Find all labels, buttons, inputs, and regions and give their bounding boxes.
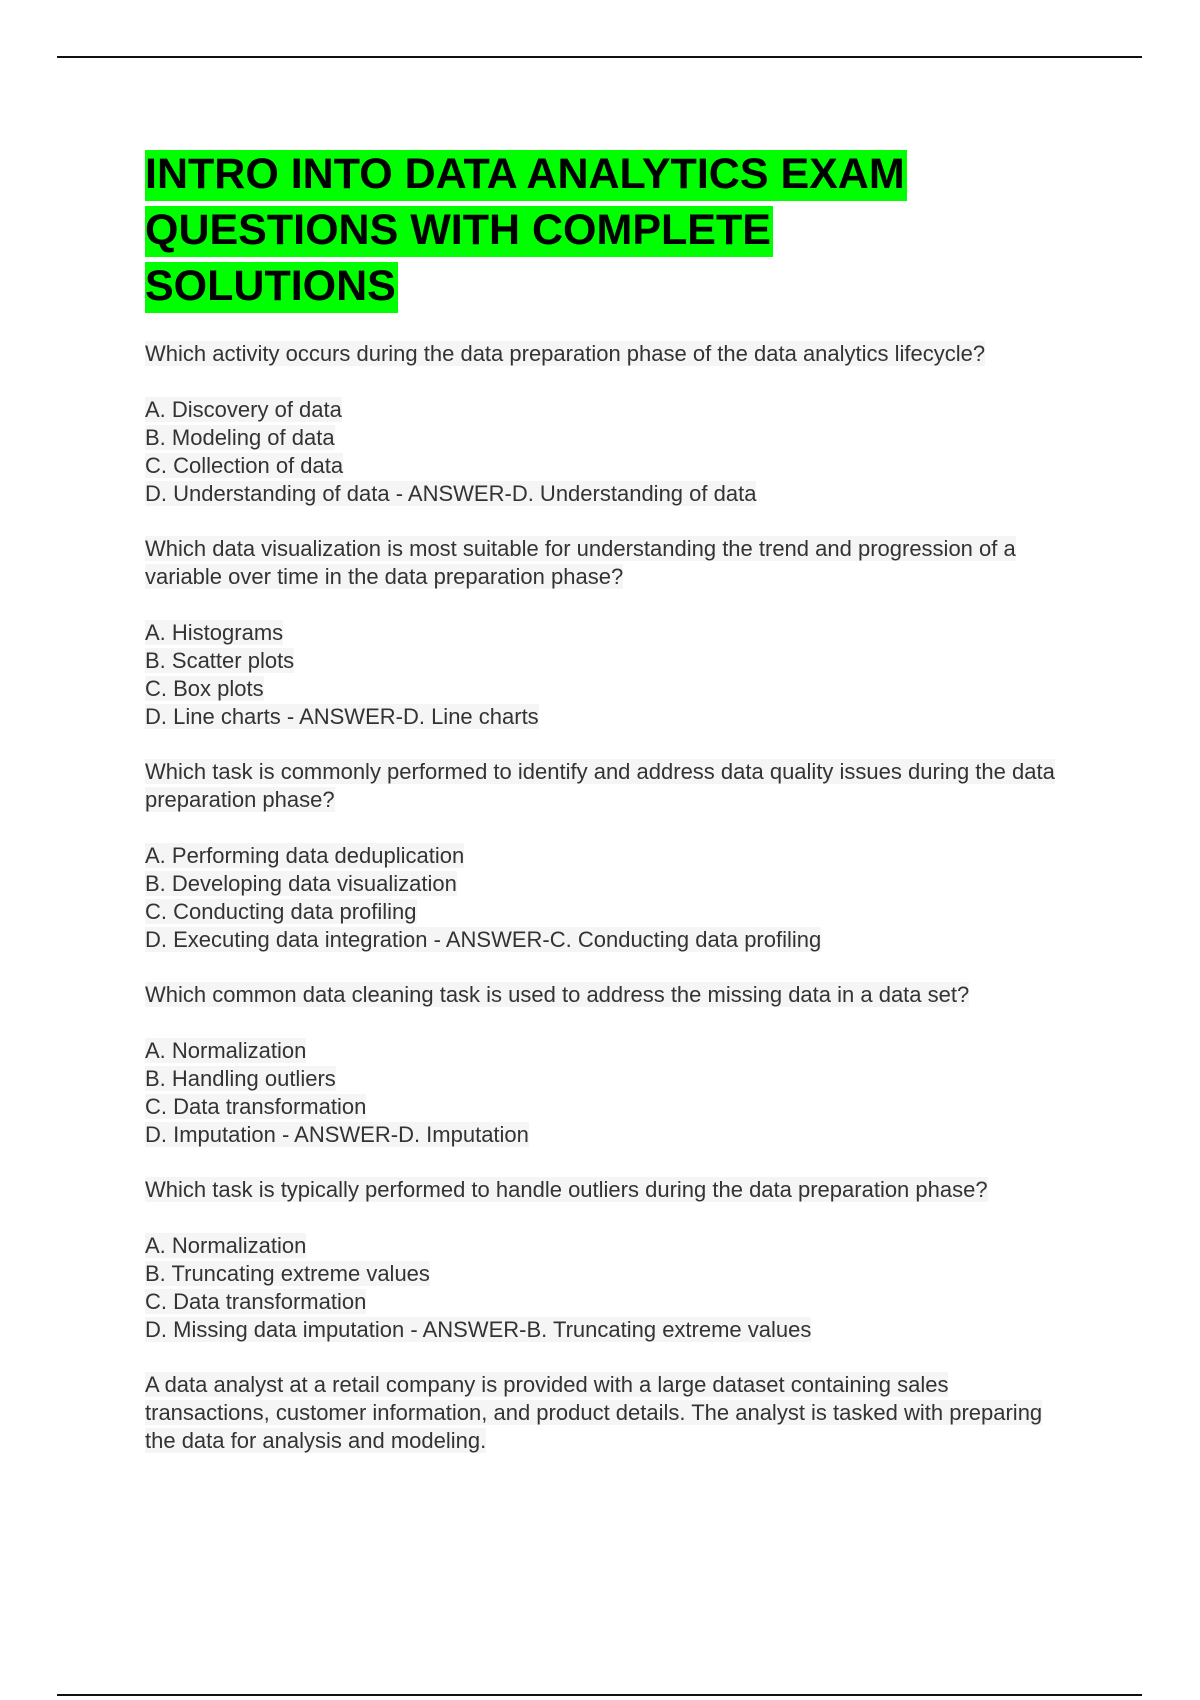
option-d-answer: D. Line charts - ANSWER-D. Line charts bbox=[145, 704, 539, 729]
document-body bbox=[145, 146, 1075, 1483]
scenario-paragraph-block bbox=[145, 1371, 1075, 1455]
option-list bbox=[145, 1037, 1075, 1149]
option-list bbox=[145, 619, 1075, 731]
option-c: C. Data transformation bbox=[145, 1289, 367, 1314]
option-c: C. Box plots bbox=[145, 676, 264, 701]
scenario-paragraph: A data analyst at a retail company is provided with a large dataset containing sales transactions, customer information, and product details. The analyst is tasked with preparing the data for analysis and modeling. bbox=[145, 1372, 1043, 1453]
option-c: C. Conducting data profiling bbox=[145, 899, 417, 924]
option-a: A. Histograms bbox=[145, 620, 284, 645]
question-block-3 bbox=[145, 758, 1075, 954]
option-a: A. Normalization bbox=[145, 1233, 307, 1258]
title-line: INTRO INTO DATA ANALYTICS EXAM bbox=[145, 150, 907, 201]
option-list bbox=[145, 396, 1075, 508]
option-c: C. Collection of data bbox=[145, 453, 344, 478]
question-text: Which common data cleaning task is used to address the missing data in a data set? bbox=[145, 982, 970, 1007]
bottom-rule bbox=[57, 1694, 1142, 1696]
title-line: SOLUTIONS bbox=[145, 262, 398, 313]
question-text: Which data visualization is most suitable for understanding the trend and progression of a variable over time in the data preparation phase? bbox=[145, 536, 1016, 589]
question-text: Which task is typically performed to handle outliers during the data preparation phase? bbox=[145, 1177, 988, 1202]
option-list bbox=[145, 1232, 1075, 1344]
option-b: B. Handling outliers bbox=[145, 1066, 336, 1091]
question-text: Which task is commonly performed to identify and address data quality issues during the data preparation phase? bbox=[145, 759, 1055, 812]
question-block-4 bbox=[145, 981, 1075, 1149]
option-d-answer: D. Understanding of data - ANSWER-D. Understanding of data bbox=[145, 481, 757, 506]
option-b: B. Developing data visualization bbox=[145, 871, 457, 896]
option-a: A. Normalization bbox=[145, 1038, 307, 1063]
option-d-answer: D. Missing data imputation - ANSWER-B. Truncating extreme values bbox=[145, 1317, 812, 1342]
option-a: A. Discovery of data bbox=[145, 397, 342, 422]
question-block-2 bbox=[145, 535, 1075, 731]
question-block-5 bbox=[145, 1176, 1075, 1344]
question-text: Which activity occurs during the data preparation phase of the data analytics lifecycle? bbox=[145, 341, 986, 366]
option-list bbox=[145, 842, 1075, 954]
option-c: C. Data transformation bbox=[145, 1094, 367, 1119]
option-b: B. Scatter plots bbox=[145, 648, 295, 673]
option-b: B. Truncating extreme values bbox=[145, 1261, 430, 1286]
top-rule bbox=[57, 56, 1142, 58]
option-a: A. Performing data deduplication bbox=[145, 843, 465, 868]
document-title bbox=[145, 146, 1025, 314]
question-block-1 bbox=[145, 340, 1075, 508]
title-line: QUESTIONS WITH COMPLETE bbox=[145, 206, 773, 257]
option-d-answer: D. Executing data integration - ANSWER-C. Conducting data profiling bbox=[145, 927, 822, 952]
option-b: B. Modeling of data bbox=[145, 425, 335, 450]
option-d-answer: D. Imputation - ANSWER-D. Imputation bbox=[145, 1122, 529, 1147]
